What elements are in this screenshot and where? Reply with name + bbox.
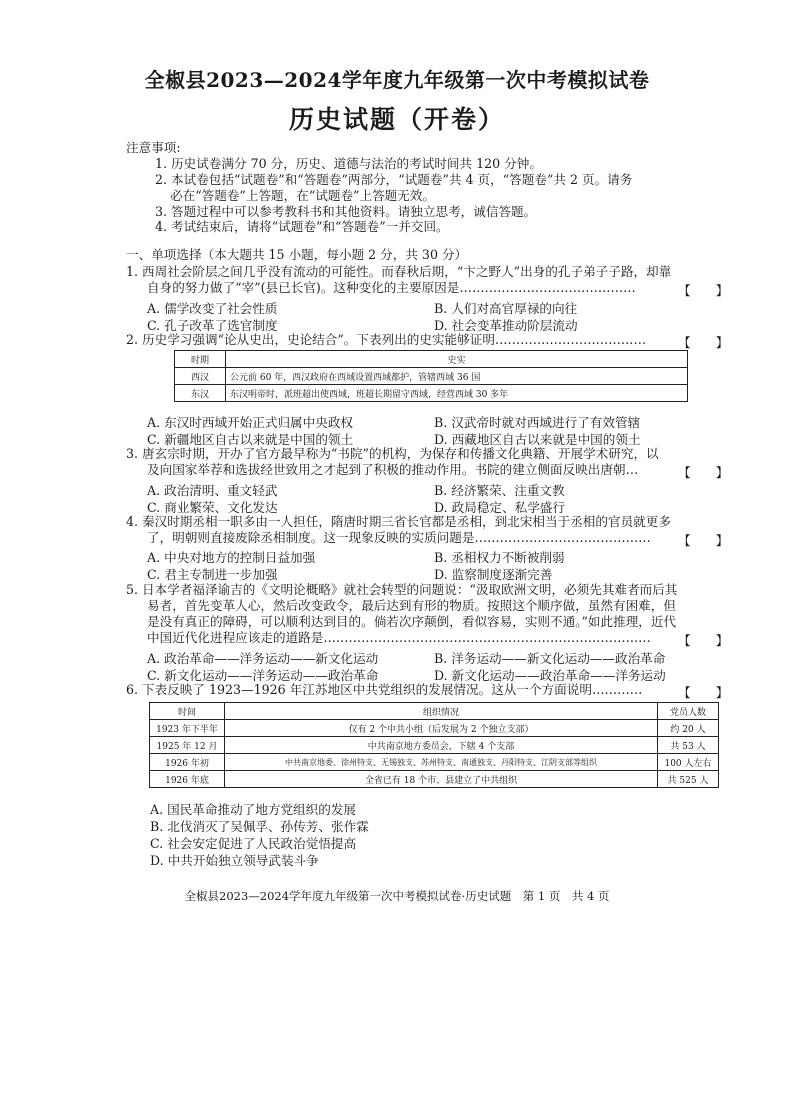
answer-bracket: 【 】 xyxy=(678,633,729,648)
table-cell: 1923 年下半年 xyxy=(150,720,225,737)
question-5-text: 中国近代化进程应该走的道路是…………………………………………………………………… xyxy=(147,630,651,645)
table-row xyxy=(150,771,719,788)
option-b: B. 洋务运动——新文化运动——政治革命 xyxy=(434,651,666,666)
table-header-row xyxy=(175,351,688,368)
notice-item: 必在“答题卷”上答题，在“试题卷”上答题无效。 xyxy=(170,188,436,203)
table-cell: 公元前 60 年，西汉政府在西域设置西域都护，管辖西域 36 国 xyxy=(226,368,688,385)
table-row xyxy=(150,737,719,754)
table-header: 组织情况 xyxy=(225,703,658,720)
table-cell: 共 53 人 xyxy=(658,737,719,754)
question-4-text: 了，明朝则直接废除丞相制度。这一现象反映的实质问题是…………………………………… xyxy=(147,530,651,545)
question-3-text: 及向国家举荐和选拔经世致用之才起到了积极的推动作用。书院的建立侧面反映出唐朝… xyxy=(147,462,639,477)
notice-item: 3. 答题过程中可以参考教科书和其他资料。请独立思考，诚信答题。 xyxy=(155,204,537,219)
option-a: A. 儒学改变了社会性质 xyxy=(147,301,278,316)
option-b: B. 北伐消灭了吴佩孚、孙传芳、张作霖 xyxy=(150,819,369,834)
question-5-text: 易者，首先变革人心，然后改变政令，最后达到有形的物质。按照这个顺序做，虽然有困难，但 xyxy=(147,598,676,613)
option-b: B. 汉武帝时就对西域进行了有效管辖 xyxy=(434,415,641,430)
option-a: A. 东汉时西域开始正式归属中央政权 xyxy=(147,415,354,430)
q6-table xyxy=(149,702,719,788)
exam-subtitle: 历史试题（开卷） xyxy=(288,105,505,134)
table-row xyxy=(175,368,688,385)
table-cell: 1925 年 12 月 xyxy=(150,737,225,754)
question-3-text: 3. 唐玄宗时期，开办了官方最早称为“书院”的机构，为保存和传播文化典籍、开展学术研究，以 xyxy=(126,446,659,461)
option-c: C. 社会安定促进了人民政治觉悟提高 xyxy=(150,836,357,851)
option-a: A. 国民革命推动了地方党组织的发展 xyxy=(150,802,357,817)
table-cell: 东汉明帝时，派班超出使西域，班超长期留守西域，经营西域 30 多年 xyxy=(226,385,688,402)
answer-bracket: 【 】 xyxy=(678,685,729,700)
q2-table xyxy=(174,350,688,402)
answer-bracket: 【 】 xyxy=(678,465,729,480)
option-c: C. 君主专制进一步加强 xyxy=(147,567,278,582)
table-row xyxy=(150,754,719,771)
table-cell: 仅有 2 个中共小组（后发展为 2 个独立支部） xyxy=(225,720,658,737)
option-c: C. 孔子改革了选官制度 xyxy=(147,318,278,333)
option-c: C. 商业繁荣、文化发达 xyxy=(147,500,278,515)
option-c: C. 新文化运动——洋务运动——政治革命 xyxy=(147,668,379,683)
option-c: C. 新疆地区自古以来就是中国的领土 xyxy=(147,432,354,447)
option-b: B. 丞相权力不断被削弱 xyxy=(434,550,565,565)
exam-title: 全椒县2023—2024学年度九年级第一次中考模拟试卷 xyxy=(144,68,650,92)
notice-item: 4. 考试结束后，请将“试题卷”和“答题卷”一并交回。 xyxy=(155,219,449,234)
answer-bracket: 【 】 xyxy=(678,533,729,548)
option-a: A. 政治革命——洋务运动——新文化运动 xyxy=(147,651,379,666)
notice-item: 1. 历史试卷满分 70 分，历史、道德与法治的考试时间共 120 分钟。 xyxy=(155,156,542,171)
table-cell: 约 20 人 xyxy=(658,720,719,737)
option-d: D. 中共开始独立领导武装斗争 xyxy=(150,853,319,868)
page-footer: 全椒县2023—2024学年度九年级第一次中考模拟试卷·历史试题 第 1 页 共 4 页 xyxy=(184,889,610,903)
table-cell: 全省已有 18 个市、县建立了中共组织 xyxy=(225,771,658,788)
table-cell: 1926 年初 xyxy=(150,754,225,771)
answer-bracket: 【 】 xyxy=(678,283,729,298)
question-1-text: 自身的努力做了“宰”(县已长官)。这种变化的主要原因是…………………………………… xyxy=(147,280,636,295)
notice-item: 2. 本试卷包括“试题卷”和“答题卷”两部分，“试题卷”共 4 页，“答题卷”共 2 页。请务 xyxy=(155,172,633,187)
option-a: A. 中央对地方的控制日益加强 xyxy=(147,550,316,565)
table-cell: 1926 年底 xyxy=(150,771,225,788)
option-d: D. 监察制度逐渐完善 xyxy=(434,567,553,582)
table-row xyxy=(150,720,719,737)
table-header-row xyxy=(150,703,719,720)
table-cell: 西汉 xyxy=(175,368,226,385)
option-b: B. 人们对高官厚禄的向往 xyxy=(434,301,578,316)
table-cell: 中共南京地方委员会，下辖 4 个支部 xyxy=(225,737,658,754)
option-d: D. 社会变革推动阶层流动 xyxy=(434,318,578,333)
table-row xyxy=(175,385,688,402)
option-d: D. 西藏地区自古以来就是中国的领土 xyxy=(434,432,641,447)
table-header: 时间 xyxy=(150,703,225,720)
option-a: A. 政治清明、重文轻武 xyxy=(147,483,278,498)
table-cell: 东汉 xyxy=(175,385,226,402)
question-6-text: 6. 下表反映了 1923—1926 年江苏地区中共党组织的发展情况。这从一个方面说明………… xyxy=(126,682,643,697)
table-cell: 100 人左右 xyxy=(658,754,719,771)
question-2-text: 2. 历史学习强调“论从史出，史论结合”。下表列出的史实能够证明……………………………… xyxy=(126,332,647,347)
table-cell: 共 525 人 xyxy=(658,771,719,788)
question-5-text: 是没有真正的障碍，可以顺利达到目的。倘若次序颠倒，看似容易，实则不通。”如此推理，近代 xyxy=(147,614,677,629)
notice-heading: 注意事项: xyxy=(126,140,181,155)
question-1-text: 1. 西周社会阶层之间几乎没有流动的可能性。而春秋后期，“卞之野人”出身的孔子弟子子路，却靠 xyxy=(126,264,672,279)
question-5-text: 5. 日本学者福泽谕吉的《文明论概略》就社会转型的问题说：“汲取欧洲文明，必须先其难者而后其 xyxy=(126,582,678,597)
answer-bracket: 【 】 xyxy=(678,335,729,350)
table-header: 史实 xyxy=(226,351,688,368)
question-4-text: 4. 秦汉时期丞相一职多由一人担任，隋唐时期三省长官都是丞相，到北宋相当于丞相的官员就更多 xyxy=(126,514,671,529)
table-cell: 中共南京地委、徐州特支、无锡独支、苏州特支、南通独支、丹阳特支、江阴支部等组织 xyxy=(225,754,658,771)
table-header: 党员人数 xyxy=(658,703,719,720)
table-header: 时期 xyxy=(175,351,226,368)
option-d: D. 新文化运动——政治革命——洋务运动 xyxy=(434,668,666,683)
section-heading: 一、单项选择（本大题共 15 小题，每小题 2 分，共 30 分） xyxy=(126,247,468,262)
option-b: B. 经济繁荣、注重文教 xyxy=(434,483,565,498)
option-d: D. 政局稳定、私学盛行 xyxy=(434,500,565,515)
